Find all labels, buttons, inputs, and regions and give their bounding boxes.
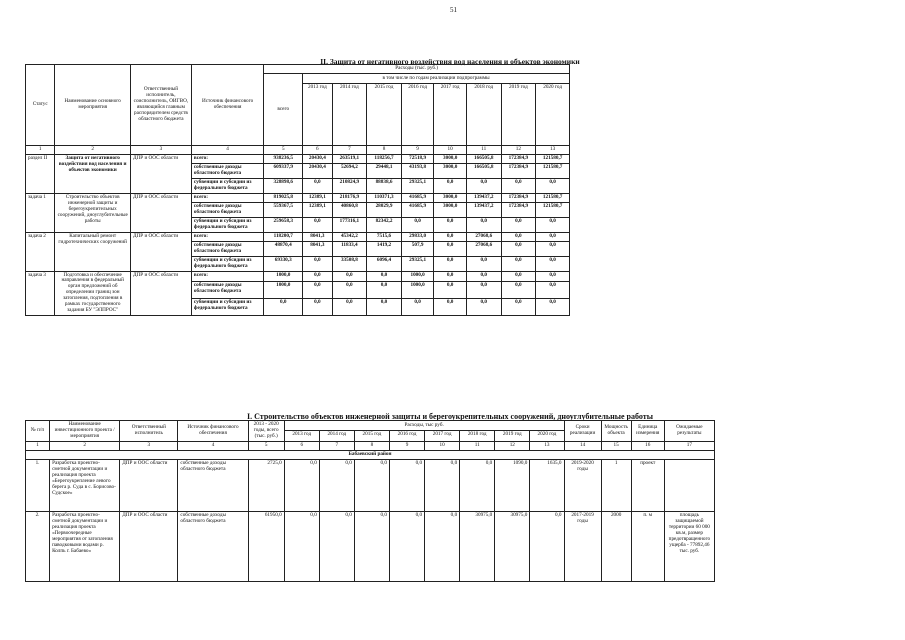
- value-cell: 938236,5: [264, 154, 303, 163]
- column-number: 12: [495, 441, 530, 450]
- column-number: 5: [248, 441, 284, 450]
- value-cell: 8041,3: [303, 232, 332, 241]
- value-cell: 0,0: [367, 299, 402, 316]
- district-name: Бабаевский район: [26, 450, 715, 459]
- column-number: 2: [50, 441, 120, 450]
- row-name: Подготовка и обеспечение направления в федеральный орган предложений об определении границ зон затопления, подтопления в рамках государственного задания БУ "ЭЛПРОС": [55, 271, 131, 316]
- year-header: 2017 год: [434, 84, 467, 146]
- section2-title: II. Защита от негативного воздействия вод населения и объектов экономики: [320, 57, 580, 66]
- value-cell: 0,0: [434, 271, 467, 281]
- value-cell: 0,0: [466, 256, 501, 271]
- value-cell: 0,0: [501, 241, 536, 256]
- value-cell: 0,0: [536, 271, 570, 281]
- value-cell: 507,9: [401, 241, 434, 256]
- table-row: [26, 232, 570, 241]
- value-cell: 0,0: [303, 256, 332, 271]
- value-cell: 72518,9: [401, 154, 434, 163]
- column-number: 9: [389, 441, 424, 450]
- value-cell: 121580,7: [536, 193, 570, 202]
- value-cell: 0,0: [401, 299, 434, 316]
- year-header: 2018 год: [466, 84, 501, 146]
- value-cell: 27068,6: [466, 241, 501, 256]
- year-header: 2019 год: [495, 431, 530, 441]
- value-cell: 0,0: [501, 281, 536, 298]
- header-source: Источник финансового обеспечения: [191, 65, 263, 146]
- value-cell: 172384,9: [501, 202, 536, 217]
- value-cell: 0,0: [354, 459, 389, 511]
- row-terms: 2017-2019 годы: [564, 511, 601, 581]
- row-number: 1.: [26, 459, 50, 511]
- column-number: 3: [130, 146, 191, 155]
- value-cell: 0,0: [536, 178, 570, 193]
- header-results: Ожидаемые результаты: [664, 421, 714, 442]
- row-unit: проект: [631, 459, 664, 511]
- value-cell: 82342,2: [367, 217, 402, 232]
- value-cell: 0,0: [367, 271, 402, 281]
- year-header: 2020 год: [530, 431, 564, 441]
- table-row: [26, 154, 570, 163]
- row-executor: ДПР и ООС области: [130, 154, 191, 193]
- value-cell: 88838,6: [367, 178, 402, 193]
- value-cell: 33508,8: [332, 256, 367, 271]
- value-cell: 11833,4: [332, 241, 367, 256]
- column-number: 6: [303, 146, 332, 155]
- year-header: 2015 год: [367, 84, 402, 146]
- row-executor: ДПР и ООС области: [120, 511, 178, 581]
- row-executor: ДПР и ООС области: [120, 459, 178, 511]
- column-number: 4: [178, 441, 248, 450]
- row-source: всего:: [191, 154, 263, 163]
- value-cell: 0,0: [434, 178, 467, 193]
- value-cell: 3000,0: [434, 202, 467, 217]
- value-cell: 52694,2: [332, 163, 367, 178]
- value-cell: 30975,0: [460, 511, 495, 581]
- row-result: [664, 459, 714, 511]
- value-cell: 0,0: [530, 511, 564, 581]
- year-header: 2016 год: [401, 84, 434, 146]
- value-cell: 172384,9: [501, 163, 536, 178]
- value-cell: 110371,3: [367, 193, 402, 202]
- row-capacity: 2000: [601, 511, 631, 581]
- row-executor: ДПР и ООС области: [130, 193, 191, 232]
- value-cell: 218176,9: [332, 193, 367, 202]
- row-status: задача 3: [26, 271, 55, 316]
- value-cell: 1635,0: [530, 459, 564, 511]
- value-cell: 29833,0: [401, 232, 434, 241]
- value-cell: 1000,0: [264, 281, 303, 298]
- row-status: задача 2: [26, 232, 55, 271]
- value-cell: 0,0: [466, 271, 501, 281]
- value-cell: 0,0: [501, 232, 536, 241]
- row-status: раздел II: [26, 154, 55, 193]
- value-cell: 0,0: [303, 281, 332, 298]
- header-terms: Сроки реализации: [564, 421, 601, 442]
- row-terms: 2019-2020 годы: [564, 459, 601, 511]
- value-cell: 259658,3: [264, 217, 303, 232]
- value-cell: 3000,0: [434, 163, 467, 178]
- column-number: 12: [501, 146, 536, 155]
- value-cell: 0,0: [303, 271, 332, 281]
- column-number: 5: [264, 146, 303, 155]
- value-cell: 166505,8: [466, 154, 501, 163]
- value-cell: 0,0: [466, 281, 501, 298]
- value-cell: 139437,2: [466, 202, 501, 217]
- value-cell: 0,0: [332, 281, 367, 298]
- value-cell: 0,0: [425, 511, 460, 581]
- value-cell: 3000,0: [434, 154, 467, 163]
- value-cell: 12389,1: [303, 193, 332, 202]
- value-cell: 177316,1: [332, 217, 367, 232]
- row-source: собственные доходы областного бюджета: [191, 281, 263, 298]
- header-num: № п/п: [26, 421, 50, 442]
- column-number: 10: [425, 441, 460, 450]
- value-cell: 0,0: [434, 256, 467, 271]
- year-header: 2017 год: [425, 431, 460, 441]
- value-cell: 0,0: [536, 299, 570, 316]
- value-cell: 0,0: [536, 281, 570, 298]
- column-number: 15: [601, 441, 631, 450]
- value-cell: 0,0: [536, 256, 570, 271]
- value-cell: 172384,9: [501, 154, 536, 163]
- value-cell: 118256,7: [367, 154, 402, 163]
- row-executor: ДПР и ООС области: [130, 271, 191, 316]
- value-cell: 29448,1: [367, 163, 402, 178]
- row-source: собственные доходы областного бюджета: [191, 202, 263, 217]
- value-cell: 121580,7: [536, 202, 570, 217]
- value-cell: 609337,9: [264, 163, 303, 178]
- value-cell: 0,0: [501, 271, 536, 281]
- row-unit: п. м: [631, 511, 664, 581]
- column-number: 11: [460, 441, 495, 450]
- header-project-name: Наименование инвестиционного проекта / мероприятия: [50, 421, 120, 442]
- header-source: Источник финансового обеспечения: [178, 421, 248, 442]
- value-cell: 0,0: [434, 281, 467, 298]
- row-source: собственные доходы областного бюджета: [178, 511, 248, 581]
- value-cell: 0,0: [303, 178, 332, 193]
- value-cell: 210824,9: [332, 178, 367, 193]
- value-cell: 0,0: [367, 281, 402, 298]
- value-cell: 0,0: [425, 459, 460, 511]
- value-cell: 0,0: [434, 241, 467, 256]
- value-cell: 0,0: [284, 459, 319, 511]
- row-number: 2.: [26, 511, 50, 581]
- header-executor: Ответственный исполнитель, соисполнитель, ОИГВО, являющийся главным распорядителем средств областного бюджета: [130, 65, 191, 146]
- column-number: 9: [401, 146, 434, 155]
- table-row: [26, 511, 715, 581]
- header-expenses: Расходы (тыс. руб.): [264, 65, 570, 74]
- year-header: 2014 год: [319, 431, 354, 441]
- row-name: Строительство объектов инженерной защиты и берегоукрепительных сооружений, дноуглубительные работы: [55, 193, 131, 232]
- value-cell: 40860,8: [332, 202, 367, 217]
- header-expenses: Расходы, тыс руб.: [284, 421, 564, 431]
- column-number: 11: [466, 146, 501, 155]
- value-cell: 559367,5: [264, 202, 303, 217]
- value-cell: 0,0: [389, 459, 424, 511]
- row-source: всего:: [191, 232, 263, 241]
- column-number: 14: [564, 441, 601, 450]
- year-header: 2015 год: [354, 431, 389, 441]
- column-number: 1: [26, 146, 55, 155]
- row-executor: ДПР и ООС области: [130, 232, 191, 271]
- value-cell: 0,0: [434, 299, 467, 316]
- value-cell: 30975,0: [495, 511, 530, 581]
- row-source: субвенции и субсидии из федерального бюджета: [191, 178, 263, 193]
- row-name: Защита от негативного воздействия вод населения и объектов экономики: [55, 154, 131, 193]
- table-row: [26, 459, 715, 511]
- value-cell: 0,0: [354, 511, 389, 581]
- value-cell: 0,0: [284, 511, 319, 581]
- year-header: 2014 год: [332, 84, 367, 146]
- district-row: [26, 450, 715, 459]
- row-result: площадь защищаемой территории 60 000 кв.м, размер предотвращенного ущерба - 77892,46 тыс. руб.: [664, 511, 714, 581]
- value-cell: 1000,0: [401, 271, 434, 281]
- row-status: задача 1: [26, 193, 55, 232]
- header-total: 2013 - 2020 годы, всего (тыс. руб.): [248, 421, 284, 442]
- value-cell: 0,0: [319, 459, 354, 511]
- value-cell: 1090,0: [495, 459, 530, 511]
- year-header: 2020 год: [536, 84, 570, 146]
- year-header: 2019 год: [501, 84, 536, 146]
- value-cell: 172384,9: [501, 193, 536, 202]
- value-cell: 41685,9: [401, 202, 434, 217]
- header-name: Наименование основного мероприятия: [55, 65, 131, 146]
- column-number: 8: [354, 441, 389, 450]
- value-cell: 0,0: [536, 232, 570, 241]
- column-numbers-row: [26, 146, 570, 155]
- row-source: всего:: [191, 271, 263, 281]
- column-number: 8: [367, 146, 402, 155]
- year-header: 2013 год: [284, 431, 319, 441]
- column-number: 17: [664, 441, 714, 450]
- value-cell: 20430,4: [303, 163, 332, 178]
- value-cell: 0,0: [332, 271, 367, 281]
- value-cell: 139437,2: [466, 193, 501, 202]
- value-cell: 819025,8: [264, 193, 303, 202]
- row-source: собственные доходы областного бюджета: [178, 459, 248, 511]
- value-cell: 0,0: [536, 241, 570, 256]
- value-cell: 0,0: [319, 511, 354, 581]
- value-cell: 1419,2: [367, 241, 402, 256]
- value-cell: 29325,1: [401, 178, 434, 193]
- column-number: 2: [55, 146, 131, 155]
- value-cell: 328898,6: [264, 178, 303, 193]
- column-numbers-row: [26, 441, 715, 450]
- value-cell: 29325,1: [401, 256, 434, 271]
- value-cell: 0,0: [434, 217, 467, 232]
- value-cell: 3000,0: [434, 193, 467, 202]
- value-cell: 0,0: [389, 511, 424, 581]
- value-cell: 0,0: [264, 299, 303, 316]
- value-cell: 0,0: [466, 178, 501, 193]
- header-total: всего: [264, 73, 303, 145]
- row-project-name: Разработка проектно-сметной документации и реализация проекта «Берегоукрепление левого берега р. Суда в с. Борисово-Судское»: [50, 459, 120, 511]
- table-row: [26, 271, 570, 281]
- financing-table: [25, 64, 570, 316]
- value-cell: 7515,6: [367, 232, 402, 241]
- value-cell: 6096,4: [367, 256, 402, 271]
- value-cell: 0,0: [536, 217, 570, 232]
- value-cell: 0,0: [501, 256, 536, 271]
- value-cell: 263519,1: [332, 154, 367, 163]
- value-cell: 20430,4: [303, 154, 332, 163]
- row-source: субвенции и субсидии из федерального бюджета: [191, 217, 263, 232]
- value-cell: 0,0: [434, 232, 467, 241]
- value-cell: 166505,8: [466, 163, 501, 178]
- value-cell: 41685,9: [401, 193, 434, 202]
- value-cell: 1000,0: [264, 271, 303, 281]
- value-cell: 8041,3: [303, 241, 332, 256]
- value-cell: 121580,7: [536, 154, 570, 163]
- row-source: собственные доходы областного бюджета: [191, 163, 263, 178]
- column-number: 1: [26, 441, 50, 450]
- column-number: 6: [284, 441, 319, 450]
- year-header: 2016 год: [389, 431, 424, 441]
- row-name: Капитальный ремонт гидротехнических сооружений: [55, 232, 131, 271]
- header-unit: Единица измерения: [631, 421, 664, 442]
- value-cell: 69330,3: [264, 256, 303, 271]
- value-cell: 0,0: [303, 299, 332, 316]
- value-cell: 121580,7: [536, 163, 570, 178]
- value-cell: 0,0: [401, 217, 434, 232]
- column-number: 13: [530, 441, 564, 450]
- column-number: 7: [332, 146, 367, 155]
- column-number: 13: [536, 146, 570, 155]
- row-total: 61950,0: [248, 511, 284, 581]
- column-number: 4: [191, 146, 263, 155]
- header-executor: Ответственный исполнитель: [120, 421, 178, 442]
- value-cell: 1000,0: [401, 281, 434, 298]
- value-cell: 0,0: [332, 299, 367, 316]
- value-cell: 28029,9: [367, 202, 402, 217]
- value-cell: 0,0: [460, 459, 495, 511]
- value-cell: 0,0: [303, 217, 332, 232]
- page-number: 51: [450, 6, 457, 14]
- value-cell: 43193,8: [401, 163, 434, 178]
- section1-title: I. Строительство объектов инженерной защиты и берегоукрепительных сооружений, дноуглубительные работы: [247, 412, 653, 421]
- value-cell: 48870,4: [264, 241, 303, 256]
- value-cell: 0,0: [501, 299, 536, 316]
- column-number: 7: [319, 441, 354, 450]
- header-capacity: Мощность объекта: [601, 421, 631, 442]
- row-project-name: Разработка проектно-сметной документации и реализация проекта «Первоочередные мероприятия от затопления паводковыми водами р. Колпь г. Бабаево»: [50, 511, 120, 581]
- value-cell: 0,0: [466, 217, 501, 232]
- value-cell: 0,0: [501, 217, 536, 232]
- year-header: 2013 год: [303, 84, 332, 146]
- header-by-year: в том числе по годам реализации подпрограммы: [303, 73, 570, 83]
- column-number: 3: [120, 441, 178, 450]
- row-total: 2725,0: [248, 459, 284, 511]
- value-cell: 118200,7: [264, 232, 303, 241]
- value-cell: 0,0: [501, 178, 536, 193]
- value-cell: 27068,6: [466, 232, 501, 241]
- value-cell: 0,0: [466, 299, 501, 316]
- table-row: [26, 193, 570, 202]
- year-header: 2018 год: [460, 431, 495, 441]
- row-source: всего:: [191, 193, 263, 202]
- row-source: собственные доходы областного бюджета: [191, 241, 263, 256]
- row-source: субвенции и субсидии из федерального бюджета: [191, 299, 263, 316]
- row-source: субвенции и субсидии из федерального бюджета: [191, 256, 263, 271]
- column-number: 10: [434, 146, 467, 155]
- header-status: Статус: [26, 65, 55, 146]
- projects-table: [25, 420, 715, 582]
- value-cell: 12389,1: [303, 202, 332, 217]
- column-number: 16: [631, 441, 664, 450]
- row-capacity: 1: [601, 459, 631, 511]
- value-cell: 45342,2: [332, 232, 367, 241]
